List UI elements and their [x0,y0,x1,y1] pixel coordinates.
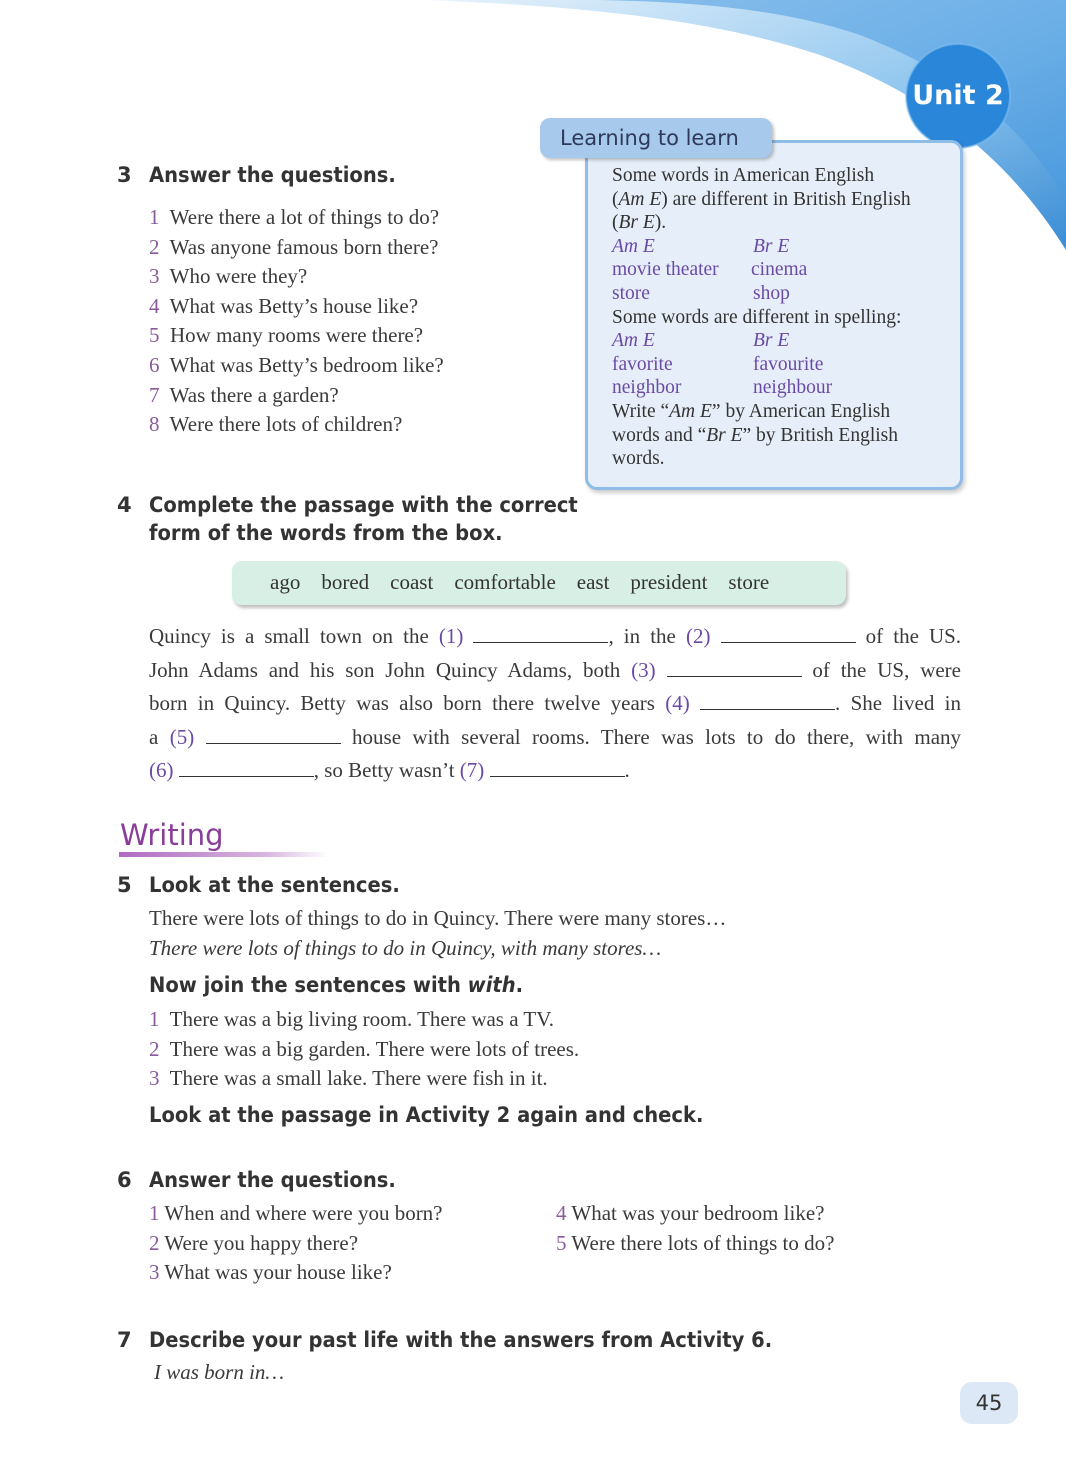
blank-6[interactable] [179,758,314,777]
list-item: 2 Were you happy there? [149,1230,359,1255]
blank-3[interactable] [667,658,802,677]
ex7-number: 7 [117,1328,132,1352]
list-item: 8 Were there lots of children? [149,412,403,437]
ex7-example: I was born in… [154,1360,285,1384]
word-ago: ago [270,570,301,594]
learning-intro-2: (Am E) are different in British English [612,188,911,210]
unit-badge: Unit 2 [912,80,1004,111]
learning-box-title: Learning to learn [540,118,772,158]
page-number: 45 [960,1382,1018,1424]
instruction-2: words and “Br E” by British English [612,424,898,446]
table1-ame-1: movie theater [612,259,719,281]
table2-header-ame: Am E [612,330,655,352]
table2-bre-1: favourite [753,353,824,375]
ex4-title-line1: Complete the passage with the correct [149,493,578,517]
table2-ame-2: neighbor [612,377,682,399]
list-item: 5 Were there lots of things to do? [556,1230,835,1255]
ex4-passage: Quincy is a small town on the (1) , in the (2) of the US. John Adams and his son John Quincy Adams, both (3) of the US, were born in Quincy. Betty was also born there twelve years (4) . She lived in a (5) house with several rooms. There was lots to do there, with many (6) , so Betty wasn’t (7) . [149,624,962,782]
table1-bre-1: cinema [751,259,808,281]
list-item: 2 There was a big garden. There were lots of trees. [149,1036,580,1061]
table2-header-bre: Br E [753,330,790,352]
blank-4[interactable] [700,691,835,710]
word-comfortable: comfortable [454,570,556,594]
writing-underline [119,852,329,857]
ex5-number: 5 [117,873,132,897]
ex4-title-line2: form of the words from the box. [149,521,503,545]
list-item: 6 What was Betty’s bedroom like? [149,352,444,377]
blank-5[interactable] [206,725,341,744]
spelling-intro: Some words are different in spelling: [612,306,902,328]
ex5-title: Look at the sentences. [149,873,400,897]
ex3-number: 3 [117,163,132,187]
list-item: 3 There was a small lake. There were fish in it. [149,1066,548,1090]
ex7-title: Describe your past life with the answers from Activity 6. [149,1328,773,1352]
instruction-3: words. [612,448,665,470]
word-east: east [576,570,610,594]
ex5-example-2: There were lots of things to do in Quincy, with many stores… [149,936,662,960]
ex3-list [149,205,444,442]
list-item: 3 What was your house like? [149,1260,392,1284]
writing-heading: Writing [120,818,224,852]
word-store: store [728,570,770,594]
ex5-check: Look at the passage in Activity 2 again and check. [149,1103,704,1127]
learning-box-content [612,164,952,471]
list-item: 1 Were there a lot of things to do? [149,205,440,229]
list-item: 5 How many rooms were there? [149,323,424,348]
ex6-number: 6 [117,1168,132,1192]
learning-intro-3: (Br E). [612,212,667,234]
instruction-1: Write “Am E” by American English [612,400,891,422]
blank-1[interactable] [473,624,608,643]
table2-ame-1: favorite [612,353,673,375]
learning-intro-1: Some words in American English [612,165,875,186]
list-item: 2 Was anyone famous born there? [149,234,439,259]
ex5-example-1: There were lots of things to do in Quincy. There were many stores… [149,906,727,930]
table1-header-ame: Am E [612,235,655,257]
table2-bre-2: neighbour [753,377,833,399]
list-item: 4 What was your bedroom like? [556,1201,825,1225]
list-item: 4 What was Betty’s house like? [149,293,419,318]
blank-7[interactable] [490,758,625,777]
table1-ame-2: store [612,282,650,304]
word-bored: bored [321,570,370,594]
table1-header-bre: Br E [753,235,790,257]
list-item: 3 Who were they? [149,264,308,289]
word-coast: coast [390,570,434,594]
list-item: 1 When and where were you born? [149,1201,443,1225]
table1-bre-2: shop [753,282,790,304]
ex5-subtitle: Now join the sentences with with. [149,973,524,997]
list-item: 7 Was there a garden? [149,382,339,407]
ex5-list [149,1007,579,1096]
ex3-title: Answer the questions. [149,163,396,187]
ex6-title: Answer the questions. [149,1168,396,1192]
word-box-words [270,570,769,595]
blank-2[interactable] [721,624,856,643]
ex6-list-right [556,1201,834,1260]
ex6-list-left [149,1201,443,1290]
word-president: president [630,570,708,594]
list-item: 1 There was a big living room. There was a TV. [149,1007,554,1031]
ex4-number: 4 [117,493,132,517]
